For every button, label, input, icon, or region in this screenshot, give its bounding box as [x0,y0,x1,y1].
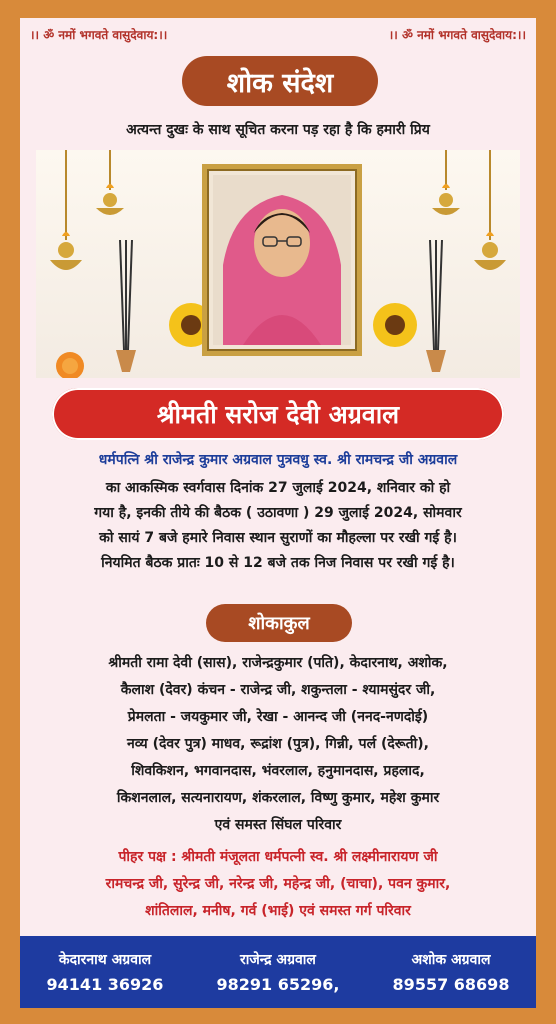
portrait-image [213,175,351,345]
relation-line: धर्मपत्नि श्री राजेन्द्र कुमार अग्रवाल पुत्रवधु स्व. श्री रामचन्द्र जी अग्रवाल [98,452,458,468]
hanging-lamp-right-icon [428,150,518,300]
family-line: शिवकिशन, भगवानदास, भंवरलाल, हनुमानदास, प्रहलाद, [131,763,425,779]
mantra-left: ।। ॐ नमों भगवते वासुदेवाय:।। [30,28,168,42]
family-line: नव्य (देवर पुत्र) माधव, रूद्रांश (पुत्र), गिन्नी, पर्ल (देरूती), [127,736,429,752]
shokakul-heading: शोकाकुल [206,604,352,642]
sunflower-right-icon [370,300,420,350]
contact-phone[interactable]: 94141 36926 [46,975,164,994]
contact-footer [20,936,536,1008]
contact-card [393,950,510,994]
marigold-icon [44,346,104,378]
family-line: एवं समस्त सिंघल परिवार [214,817,342,833]
contact-name: केदारनाथ अग्रवाल [58,952,152,968]
incense-left-icon [106,240,146,380]
message-line: को सायं 7 बजे हमारे निवास स्थान सुराणों का मौहल्ला पर रखी गई है। [99,530,457,546]
family-list [26,650,530,839]
contact-name: अशोक अग्रवाल [411,952,491,968]
pihar-line: शांतिलाल, मनीष, गर्व (भाई) एवं समस्त गर्ग परिवार [145,903,411,919]
pihar-line: रामचन्द्र जी, सुरेन्द्र जी, नरेन्द्र जी, महेन्द्र जी, (चाचा), पवन कुमार, [105,876,451,892]
message-paragraph [30,476,526,576]
intro-text: अत्यन्त दुखः के साथ सूचित करना पड़ रहा है कि हमारी प्रिय [126,122,430,138]
pihar-line: पीहर पक्ष : श्रीमती मंजूलता धर्मपत्नी स्व. श्री लक्ष्मीनारायण जी [118,849,438,865]
contact-card [47,950,164,994]
family-line: किशनलाल, सत्यनारायण, शंकरलाल, विष्णु कुमार, महेश कुमार [116,790,440,806]
family-line: कैलाश (देवर) कंचन - राजेन्द्र जी, शकुन्तला - श्यामसुंदर जी, [120,682,436,698]
message-line: का आकस्मिक स्वर्गवास दिनांक 27 जुलाई 2024, शनिवार को हो [105,480,451,496]
portrait-frame [202,164,362,356]
message-line: गया है, इनकी तीये की बैठक ( उठावणा ) 29 जुलाई 2024, सोमवार [94,505,462,521]
pihar-paksh [26,844,530,925]
contact-name: राजेन्द्र अग्रवाल [240,952,316,968]
message-line: नियमित बैठक प्रातः 10 से 12 बजे तक निज निवास पर रखी गई है। [101,555,455,571]
family-line: श्रीमती रामा देवी (सास), राजेन्द्रकुमार (पति), केदारनाथ, अशोक, [108,655,448,671]
mantra-right: ।। ॐ नमों भगवते वासुदेवाय:।। [388,28,526,42]
contact-card [217,950,340,994]
photo-band [36,150,520,378]
contact-phone[interactable]: 98291 65296, [216,975,340,994]
page-title: शोक संदेश [182,56,378,106]
family-line: प्रेमलता - जयकुमार जी, रेखा - आनन्द जी (ननद-नणदोई) [127,709,429,725]
deceased-name-banner: श्रीमती सरोज देवी अग्रवाल [52,388,504,440]
contact-phone[interactable]: 89557 68698 [392,975,510,994]
condolence-card [20,18,536,1008]
